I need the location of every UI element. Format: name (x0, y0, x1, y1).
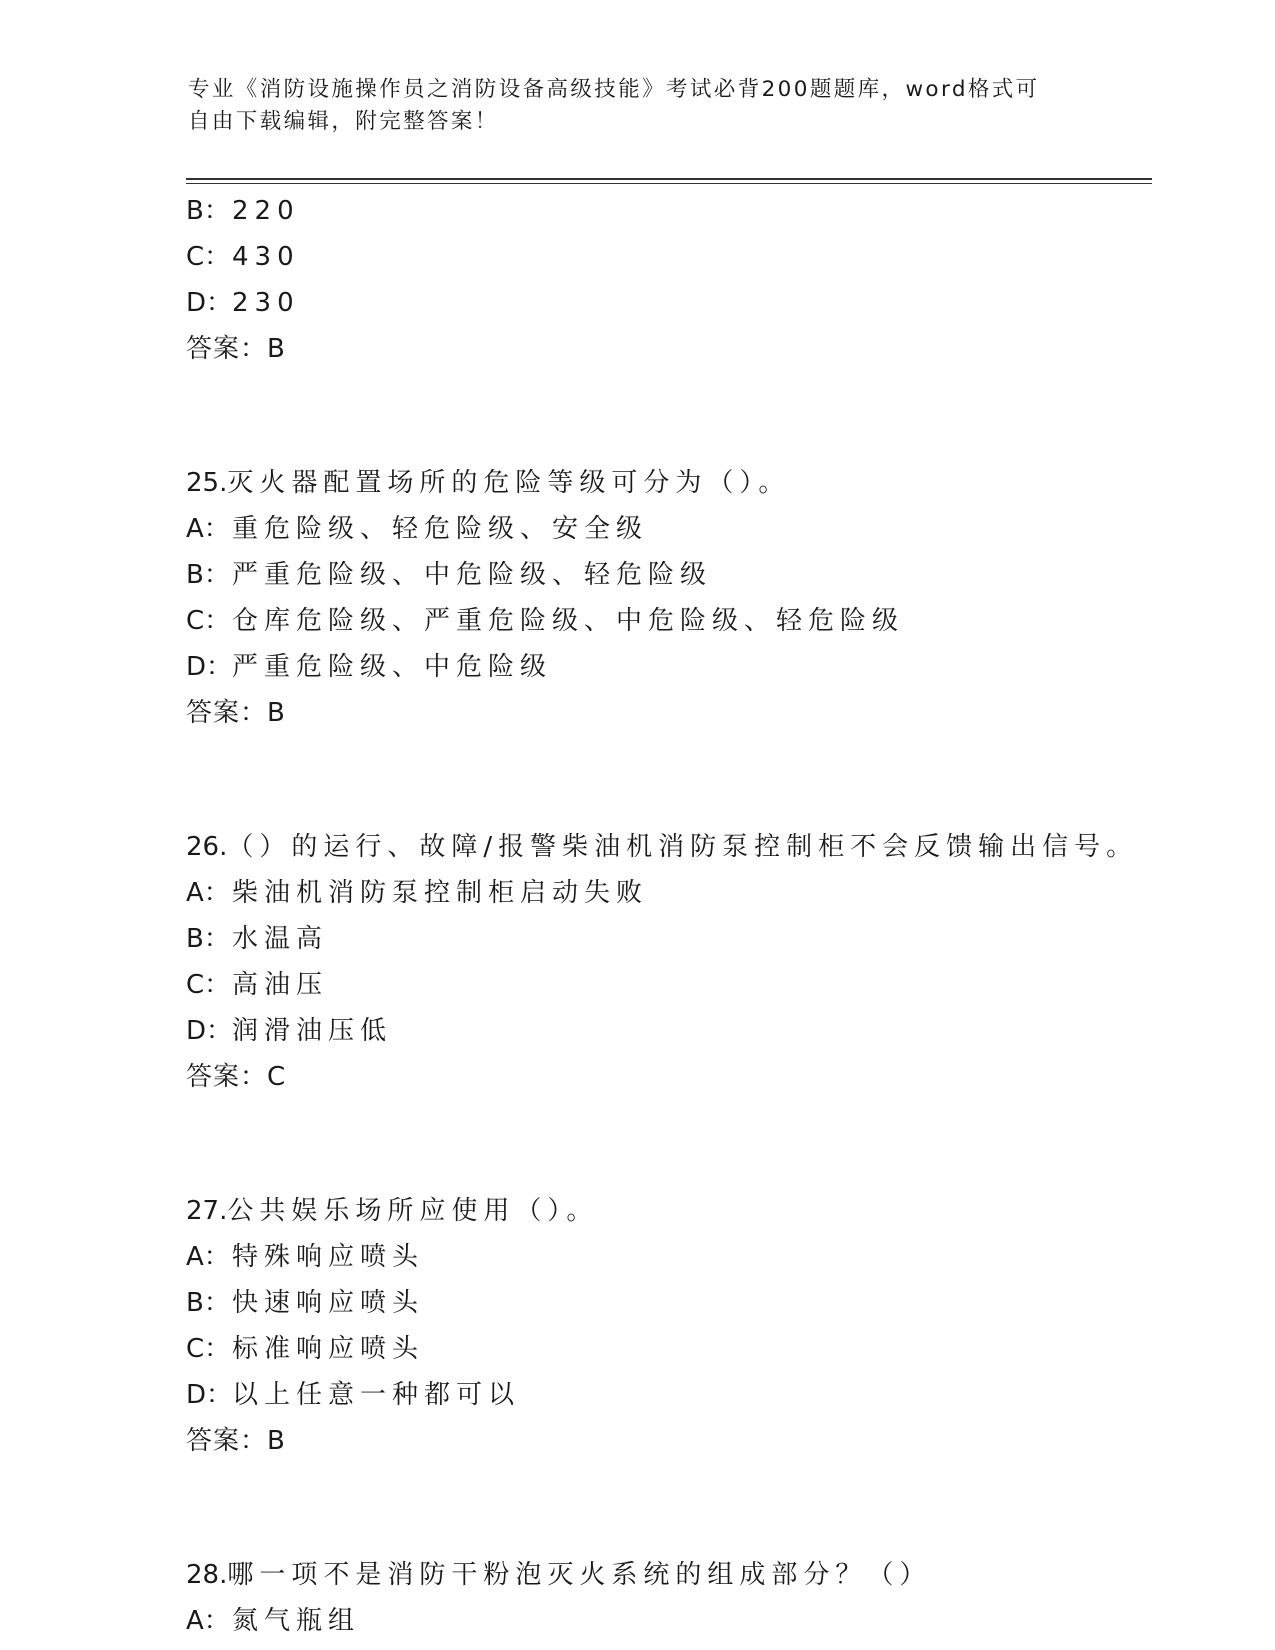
option-d (186, 280, 1166, 326)
question-27 (186, 1188, 1166, 1464)
option-a (186, 870, 1166, 916)
option-a (186, 1234, 1166, 1280)
option-label: C： (186, 242, 231, 272)
option-c (186, 234, 1166, 280)
question-text: 公共娱乐场所应使用（）。 (227, 1196, 599, 1226)
option-label: A： (186, 1242, 230, 1272)
option-label: B： (186, 196, 230, 226)
answer-line: 答案：B (186, 698, 286, 728)
question-26 (186, 824, 1166, 1100)
question-text: （）的运行、故障/报警柴油机消防泵控制柜不会反馈输出信号。 (227, 832, 1139, 862)
option-label: B： (186, 924, 230, 954)
option-text: 230 (232, 288, 300, 318)
option-label: A： (186, 1606, 230, 1636)
option-text: 仓库危险级、严重危险级、中危险级、轻危险级 (232, 606, 905, 636)
option-label: C： (186, 1334, 231, 1364)
option-text: 重危险级、轻危险级、安全级 (232, 514, 649, 544)
question-text: 灭火器配置场所的危险等级可分为（）。 (227, 468, 791, 498)
option-text: 430 (232, 242, 300, 272)
question-number: 28. (186, 1560, 228, 1590)
option-text: 标准响应喷头 (232, 1334, 425, 1364)
option-a (186, 1598, 1166, 1644)
question-number: 27. (186, 1196, 228, 1226)
question-number: 25. (186, 468, 228, 498)
document-header (188, 74, 1068, 138)
option-label: D： (186, 1016, 233, 1046)
option-c (186, 598, 1166, 644)
question-number: 26. (186, 832, 228, 862)
option-c (186, 962, 1166, 1008)
option-b (186, 1280, 1166, 1326)
option-text: 润滑油压低 (232, 1016, 393, 1046)
question-25 (186, 460, 1166, 736)
option-label: C： (186, 606, 231, 636)
question-stem (186, 460, 1166, 506)
answer-line: 答案：B (186, 1426, 286, 1456)
option-label: B： (186, 1288, 230, 1318)
answer-line: 答案：B (186, 334, 286, 364)
question-text: 哪一项不是消防干粉泡灭火系统的组成部分？（） (227, 1560, 932, 1590)
option-text: 以上任意一种都可以 (232, 1380, 521, 1410)
answer-line: 答案：C (186, 1062, 287, 1092)
header-divider (186, 178, 1152, 184)
option-label: D： (186, 652, 233, 682)
option-text: 氮气瓶组 (232, 1606, 361, 1636)
option-text: 水温高 (232, 924, 329, 954)
question-24-continuation (186, 188, 1166, 372)
document-body (186, 188, 1166, 1644)
question-28 (186, 1552, 1166, 1644)
option-text: 高油压 (232, 970, 329, 1000)
header-line-1: 专业《消防设施操作员之消防设备高级技能》考试必背200题题库，word格式可 (188, 77, 1040, 102)
option-text: 220 (232, 196, 300, 226)
question-stem (186, 1188, 1166, 1234)
question-stem (186, 824, 1166, 870)
option-text: 严重危险级、中危险级 (232, 652, 553, 682)
option-c (186, 1326, 1166, 1372)
option-d (186, 1008, 1166, 1054)
option-label: A： (186, 514, 230, 544)
option-label: D： (186, 288, 233, 318)
option-a (186, 506, 1166, 552)
option-text: 特殊响应喷头 (232, 1242, 425, 1272)
option-label: B： (186, 560, 230, 590)
question-stem (186, 1552, 1166, 1598)
option-b (186, 552, 1166, 598)
option-d (186, 644, 1166, 690)
option-d (186, 1372, 1166, 1418)
option-label: A： (186, 878, 230, 908)
option-text: 快速响应喷头 (232, 1288, 425, 1318)
option-b (186, 916, 1166, 962)
option-text: 柴油机消防泵控制柜启动失败 (232, 878, 649, 908)
option-b (186, 188, 1166, 234)
header-line-2: 自由下载编辑，附完整答案！ (188, 109, 499, 134)
option-label: C： (186, 970, 231, 1000)
option-label: D： (186, 1380, 233, 1410)
option-text: 严重危险级、中危险级、轻危险级 (232, 560, 713, 590)
